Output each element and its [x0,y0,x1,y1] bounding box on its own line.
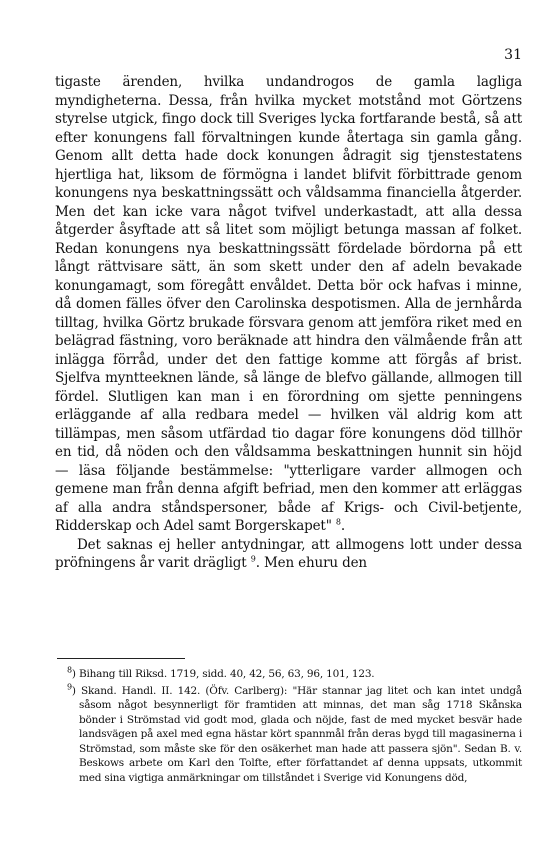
footnote-marker: 8 [67,665,72,675]
footnote-marker: 9 [67,682,72,691]
paragraph-text: . Men ehuru den [255,555,367,571]
footnote-divider [57,658,185,659]
footnote-text: Bihang till Riksd. 1719, sidd. 40, 42, 56, 63, 96, 101, 123. [78,668,375,680]
footnote: $^8$) Bihang till Riksd. 1719, sidd. 40, 42, 56, 63, 96, 101, 123. [67,665,375,680]
paragraph-text: Det saknas ej heller antydningar, att allmogens lott under dessa pröfningens år varit drägligt [55,536,522,571]
footnote-ref: 8 [335,517,341,527]
footnote-text: Skand. Handl. II. 142. (Öfv. Carlberg): "Här stannar jag litet och kan intet undgå såsom något besynnerligt för framtiden att minnas, det man såg 1718 Skånska bönder i Strömstad vid godt mod, glada och nöjde, fast de med mycket besvär hade landsvägen på axel med egna hästar kört spannmål från deras bygd till magasinerna i Strömstad, som måste ske för den osäkerhet man hade att passera sjön". Sedan B. v. Beskows arbete om Karl den Tolfte, efter författandet af denna uppsats, utkommit med sina vigtiga anmärkningar om tillståndet i Sverige vid Konungens död, [79,684,522,784]
footnotes [55,667,522,787]
main-text [55,73,522,573]
paragraph-end: . [340,518,346,534]
paragraph [55,536,522,573]
footnote-ref: 9 [250,554,256,564]
footnote: $^9$) Skand. Handl. II. 142. (Öfv. Carlberg): "Här stannar jag litet och kan intet undgå såsom något besynnerligt för framtiden att minnas, det man såg 1718 Skånska bönder i Strömstad vid godt mod, glada och nöjde, fast de med mycket besvär hade landsvägen på axel med egna hästar kört spannmål från deras bygd till magasinerna i Strömstad, som måste ske för den osäkerhet man hade att passera sjön". Sedan B. v. Beskows arbete om Karl den Tolfte, efter författandet af denna uppsats, utkommit med sina vigtiga anmärkningar om tillståndet i Sverige vid Konungens död, [67,682,522,784]
paragraph-text: tigaste ärenden, hvilka undandrogos de gamla lagliga myndigheterna. Dessa, från hvilka mycket motstånd mot Görtzens styrelse utgick, fingo dock till Sveriges lycka fortfarande bestå, så att efter konungens fall förvaltningen kunde återtaga sin gamla gång. Genom allt detta hade dock konungen ådragit sig tjenstestatens hjertliga hat, liksom de förmögna i landet blifvit förbittrade genom konungens nya beskattningssätt och våldsamma financiella åtgerder. Men det kan icke vara något tvifvel underkastadt, att alla dessa åtgerder åsyftade att så litet som möjligt betunga massan af folket. Redan konungens nya beskattningssätt fördelade bördorna på ett långt rättvisare sätt, än som skett under den af adeln bevakade konungamagt, som föregått envåldet. Detta bör ock hafvas i minne, då domen fälles öfver den Carolinska despotismen. Alla de jernhårda tilltag, hvilka Görtz brukade försvara genom att jemföra riket med en belägrad fästning, voro beräknade att hindra den välmående från att inlägga förråd, under det den fattige komme att förgås af brist. Sjelfva myntteeknen lände, så länge de blefvo gällande, allmogen till fördel. Slutligen kan man i en förordning om sjette penningens erläggande af alla redbara medel — hvilken väl aldrig kom att tillämpas, men såsom utfärdad tio dagar före konungens död tillhör en tid, då nöden och den våldsamma beskattningen hunnit sin höjd — läsa följande bestämmelse: "ytterligare varder allmogen och gemene man från denna afgift befriad, men den kommer att erläggas af alla andra ståndspersoner, både af Krigs- och Civil-betjente, Ridderskap och Adel samt Borgerskapet" [55,74,522,534]
page-number: 31 [504,47,522,63]
paragraph [55,73,522,536]
